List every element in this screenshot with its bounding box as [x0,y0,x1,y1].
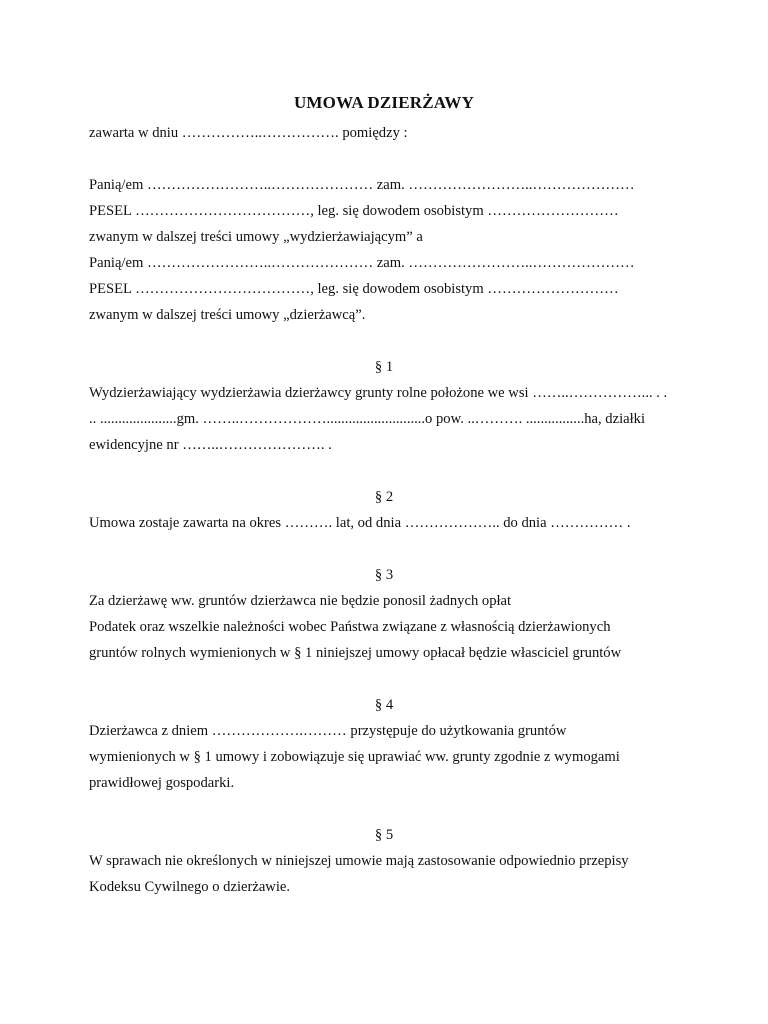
section-5-line: W sprawach nie określonych w niniejszej umowie mają zastosowanie odpowiednio przepisy [89,853,629,869]
document-title: UMOWA DZIERŻAWY [293,93,475,112]
section-4-line: prawidłowej gospodarki. [89,775,235,791]
party1-role-line: zwanym w dalszej treści umowy „wydzierżawiającym” a [89,229,423,245]
section-4-heading: § 4 [374,697,394,713]
section-3-heading: § 3 [374,567,394,583]
section-1-heading: § 1 [374,359,394,375]
section-1-line: Wydzierżawiający wydzierżawia dzierżawcy grunty rolne położone we wsi ……..……………... . . [89,385,668,401]
party2-pesel-line: PESEL ………………………………, leg. się dowodem osobistym ……………………… [89,281,619,297]
section-1-line: ewidencyjne nr ……..…………………. . [89,437,332,453]
party1-name-line: Panią/em ……………………..………………… zam. ……………………..………………… [89,177,635,193]
section-5-line: Kodeksu Cywilnego o dzierżawie. [89,879,291,895]
section-4-line: Dzierżawca z dniem ……………….……… przystępuje do użytkowania gruntów [89,723,567,739]
section-3-line: Za dzierżawę ww. gruntów dzierżawca nie będzie ponosil żadnych opłat [89,593,512,609]
party1-pesel-line: PESEL ………………………………, leg. się dowodem osobistym ……………………… [89,203,619,219]
section-5-heading: § 5 [374,827,394,843]
party2-role-line: zwanym w dalszej treści umowy „dzierżawcą”. [89,307,366,323]
section-3-line: Podatek oraz wszelkie należności wobec Państwa związane z własnością dzierżawionych [89,619,611,635]
party2-name-line: Panią/em ……………………..………………… zam. ……………………..………………… [89,255,635,271]
intro-line: zawarta w dniu ……………..……………. pomiędzy : [89,125,408,141]
section-2-heading: § 2 [374,489,394,505]
section-3-line: gruntów rolnych wymienionych w § 1 niniejszej umowy opłacał będzie własciciel gruntów [89,645,622,661]
section-2-line: Umowa zostaje zawarta na okres ………. lat, od dnia ……………….. do dnia …………… . [89,515,631,531]
section-1-line: .. .....................gm. ……..………………...........................o pow. ..………. ................ha, działki [89,411,646,427]
section-4-line: wymienionych w § 1 umowy i zobowiązuje się uprawiać ww. grunty zgodnie z wymogami [89,749,620,765]
